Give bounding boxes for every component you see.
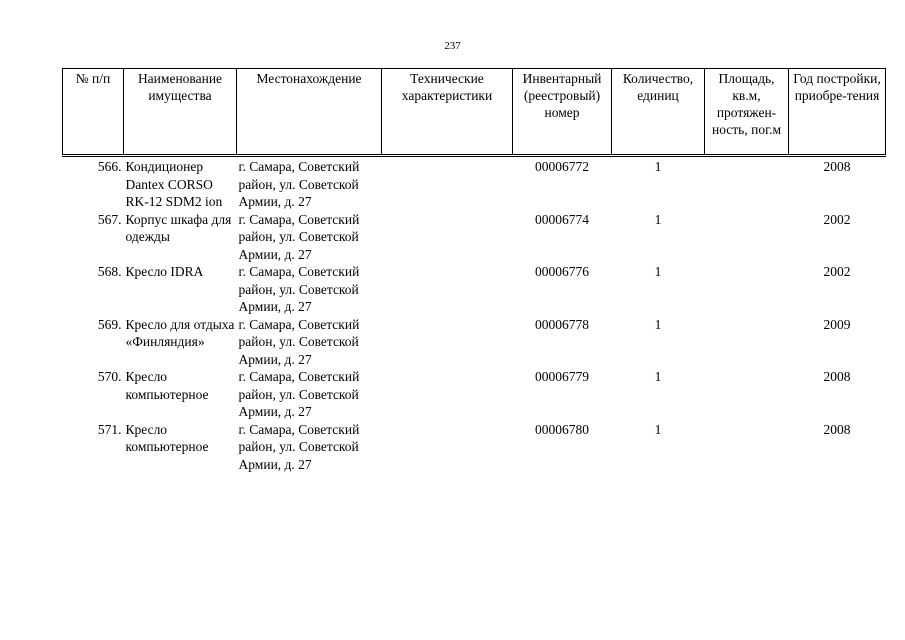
table-row xyxy=(63,421,886,474)
table-row xyxy=(63,368,886,421)
row-name: Корпус шкафа для одежды xyxy=(125,211,232,244)
row-name: Кресло компьютерное xyxy=(125,369,209,402)
row-inventory: 00006772 xyxy=(535,159,589,174)
property-registry-table xyxy=(62,68,886,473)
table-row xyxy=(63,211,886,264)
row-technical xyxy=(382,421,513,474)
row-name: Кресло IDRA xyxy=(125,264,204,279)
row-year: 2008 xyxy=(823,421,851,437)
header-number: № п/п xyxy=(63,69,124,156)
row-quantity: 1 xyxy=(654,369,662,384)
row-area xyxy=(705,156,789,211)
row-technical xyxy=(382,211,513,264)
row-number: 571. xyxy=(97,421,122,437)
row-location: г. Самара, Советский район, ул. Советской Армии, д. 27 xyxy=(238,159,360,209)
row-number: 567. xyxy=(97,211,122,227)
table-row xyxy=(63,156,886,211)
row-inventory: 00006776 xyxy=(535,264,589,279)
row-area xyxy=(705,263,789,316)
header-quantity: Количество, единиц xyxy=(612,69,705,156)
row-technical xyxy=(382,263,513,316)
row-technical xyxy=(382,156,513,211)
row-number: 570. xyxy=(97,369,122,384)
page-number: 237 xyxy=(444,40,461,52)
header-area: Площадь, кв.м, протяжен-ность, пог.м xyxy=(705,69,789,156)
row-location: г. Самара, Советский район, ул. Советской Армии, д. 27 xyxy=(238,264,360,314)
row-quantity: 1 xyxy=(654,211,662,227)
table-header-row xyxy=(63,69,886,156)
header-inventory: Инвентарный (реестровый) номер xyxy=(513,69,612,156)
row-number: 569. xyxy=(97,316,122,332)
row-inventory: 00006774 xyxy=(535,211,589,227)
row-year: 2008 xyxy=(823,159,851,174)
header-location: Местонахождение xyxy=(237,69,382,156)
row-quantity: 1 xyxy=(654,421,662,437)
row-quantity: 1 xyxy=(654,316,662,332)
row-inventory: 00006780 xyxy=(535,421,589,437)
row-location: г. Самара, Советский район, ул. Советской Армии, д. 27 xyxy=(238,211,360,262)
row-number: 566. xyxy=(97,159,122,174)
row-year: 2002 xyxy=(823,264,851,279)
row-quantity: 1 xyxy=(654,264,662,279)
row-year: 2008 xyxy=(823,369,851,384)
header-name: Наименование имущества xyxy=(124,69,237,156)
row-location: г. Самара, Советский район, ул. Советской Армии, д. 27 xyxy=(238,369,360,419)
row-name: Кресло компьютерное xyxy=(125,421,209,454)
row-year: 2002 xyxy=(823,211,851,227)
row-name: Кондиционер Dantex CORSO RK-12 SDM2 ion xyxy=(125,159,223,209)
row-number: 568. xyxy=(97,264,122,279)
row-area xyxy=(705,211,789,264)
row-technical xyxy=(382,316,513,369)
row-area xyxy=(705,421,789,474)
header-technical: Технические характеристики xyxy=(382,69,513,156)
row-inventory: 00006779 xyxy=(535,369,589,384)
row-location: г. Самара, Советский район, ул. Советской Армии, д. 27 xyxy=(238,421,360,472)
table-row xyxy=(63,316,886,369)
row-area xyxy=(705,316,789,369)
row-technical xyxy=(382,368,513,421)
row-quantity: 1 xyxy=(654,159,662,174)
table-row xyxy=(63,263,886,316)
row-name: Кресло для отдыха «Финляндия» xyxy=(125,316,235,349)
row-year: 2009 xyxy=(823,316,851,332)
header-year: Год постройки, приобре-тения xyxy=(789,69,886,156)
row-location: г. Самара, Советский район, ул. Советской Армии, д. 27 xyxy=(238,316,360,367)
row-area xyxy=(705,368,789,421)
row-inventory: 00006778 xyxy=(535,316,589,332)
